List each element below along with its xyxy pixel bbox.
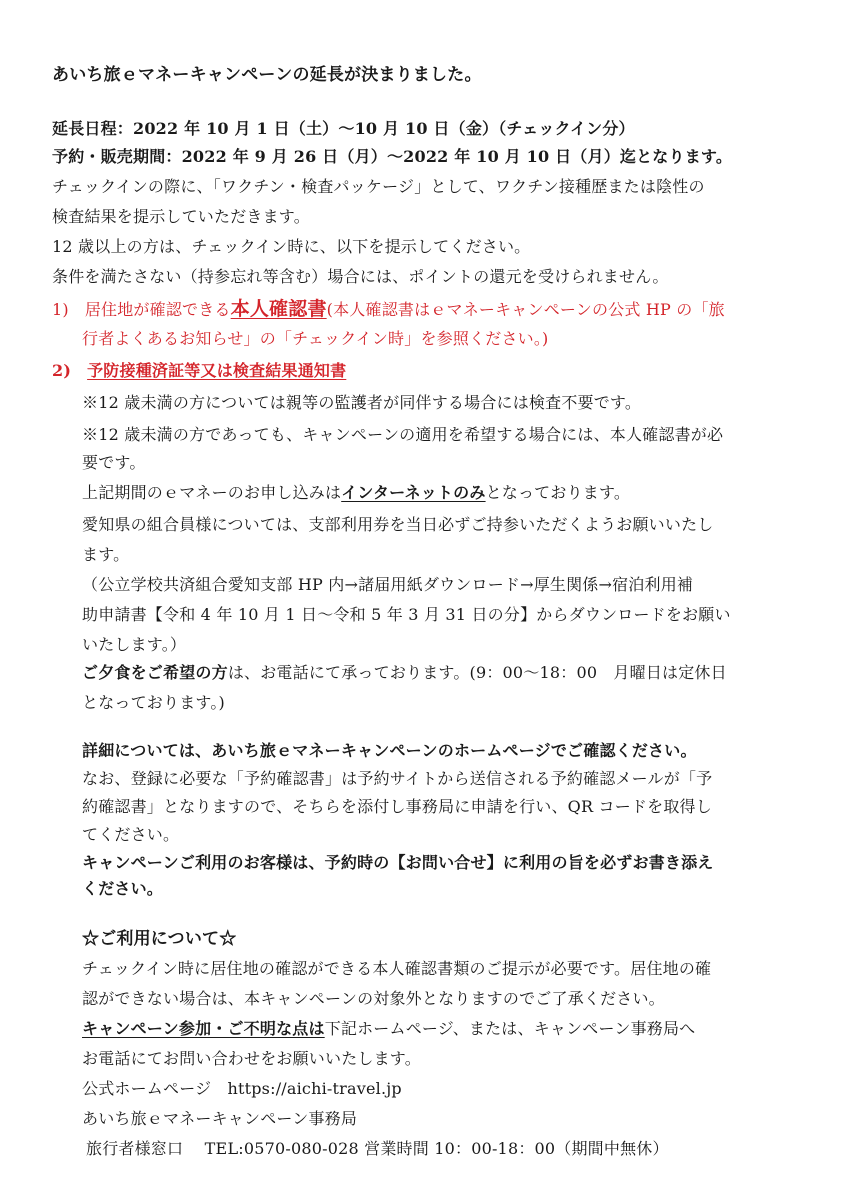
union-line: 助申請書【令和 4 年 10 月 1 日～令和 5 年 3 月 31 日の分】からダウンロードをお願い — [82, 605, 731, 624]
usage-heading: ☆ご利用について☆ — [82, 929, 237, 949]
list-number: 2) — [52, 361, 72, 380]
dinner-highlight: ご夕食をご希望の方 — [82, 663, 228, 682]
list-number: 1) — [52, 300, 69, 319]
vaccination-certificate-highlight: 予防接種済証等又は検査結果通知書 — [87, 361, 347, 380]
list-item-2 — [52, 360, 346, 382]
details-bold-line: キャンペーンご利用のお客様は、予約時の【お問い合せ】に利用の旨を必ずお書き添え — [82, 853, 714, 872]
intro-line: チェックインの際に、「ワクチン・検査パッケージ」として、ワクチン接種歴または陰性の — [52, 177, 705, 196]
document-title: あいち旅ｅマネーキャンペーンの延長が決まりました。 — [52, 65, 482, 85]
item1-post: (本人確認書はｅマネーキャンペーンの公式 HP の「旅 — [326, 300, 725, 319]
contact-line — [82, 1018, 695, 1040]
identity-document-highlight: 本人確認書 — [230, 298, 327, 320]
website-link[interactable]: 公式ホームページ https://aichi-travel.jp — [82, 1079, 402, 1098]
internet-post: となっております。 — [485, 483, 631, 502]
contact-line2: お電話にてお問い合わせをお願いいたします。 — [82, 1049, 421, 1068]
note-line: ※12 歳未満の方については親等の監護者が同伴する場合には検査不要です。 — [82, 393, 642, 412]
dinner-line2: となっております。) — [82, 693, 225, 712]
intro-line: 12 歳以上の方は、チェックイン時に、以下を提示してください。 — [52, 237, 531, 256]
details-line: なお、登録に必要な「予約確認書」は予約サイトから送信される予約確認メールが「予 — [82, 769, 713, 788]
details-heading: 詳細については、あいち旅ｅマネーキャンペーンのホームページでご確認ください。 — [82, 741, 697, 760]
dinner-line — [82, 662, 727, 684]
contact-post: 下記ホームページ、または、キャンペーン事務局へ — [324, 1019, 696, 1038]
internet-only-line — [82, 482, 630, 504]
note-line: ※12 歳未満の方であっても、キャンペーンの適用を希望する場合には、本人確認書が必 — [82, 425, 724, 444]
dinner-post: は、お電話にて承っております。(9：00～18：00 月曜日は定休日 — [227, 663, 727, 682]
contact-highlight: キャンペーン参加・ご不明な点は — [82, 1019, 325, 1038]
extension-schedule: 延長日程：2022 年 10 月 1 日（土）～10 月 10 日（金）（チェックイン分） — [52, 119, 635, 138]
office-name: あいち旅ｅマネーキャンペーン事務局 — [82, 1109, 358, 1128]
details-line: 約確認書」となりますので、そちらを添付し事務局に申請を行い、QR コードを取得し — [82, 797, 712, 816]
usage-line: チェックイン時に居住地の確認ができる本人確認書類のご提示が必要です。居住地の確 — [82, 959, 712, 978]
item1-line2: 行者よくあるお知らせ」の「チェックイン時」を参照ください。) — [82, 329, 549, 348]
union-line: 愛知県の組合員様については、支部利用券を当日必ずご持参いただくようお願いいたし — [82, 515, 714, 534]
phone-line: 旅行者様窓口 TEL:0570-080-028 営業時間 10：00‐18：00（期間中無休） — [86, 1139, 669, 1158]
internet-only-highlight: インターネットのみ — [341, 483, 486, 502]
sales-period: 予約・販売期間：2022 年 9 月 26 日（月）～2022 年 10 月 10 日（月）迄となります。 — [52, 147, 733, 166]
union-line: いたします。） — [82, 635, 187, 654]
intro-line: 検査結果を提示していただきます。 — [52, 207, 310, 226]
item1-pre: 居住地が確認できる — [84, 300, 231, 319]
details-line: てください。 — [82, 825, 180, 844]
internet-pre: 上記期間のｅマネーのお申し込みは — [82, 483, 342, 502]
usage-line: 認ができない場合は、本キャンペーンの対象外となりますのでご了承ください。 — [82, 989, 665, 1008]
union-line: ます。 — [82, 545, 130, 564]
union-line: （公立学校共済組合愛知支部 HP 内→諸届用紙ダウンロード→厚生関係→宿泊利用補 — [82, 575, 694, 594]
note-line: 要です。 — [82, 453, 146, 472]
list-item-1 — [52, 298, 725, 321]
intro-line: 条件を満たさない（持参忘れ等含む）場合には、ポイントの還元を受けられません。 — [52, 267, 669, 286]
details-bold-line: ください。 — [82, 879, 164, 898]
